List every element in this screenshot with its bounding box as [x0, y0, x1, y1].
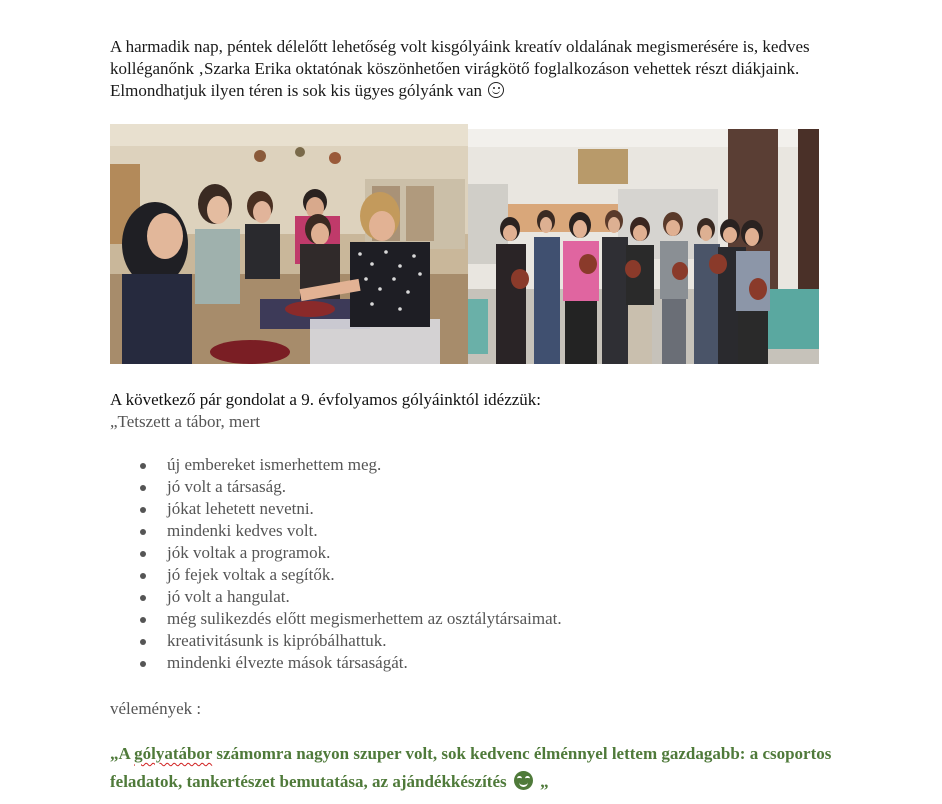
list-item: mindenki kedves volt.	[140, 520, 562, 542]
list-item: még sulikezdés előtt megismerhettem az osztálytársaimat.	[140, 608, 562, 630]
intro-paragraph	[110, 36, 840, 102]
list-item: jó volt a társaság.	[140, 476, 562, 498]
quote-start: „A	[110, 744, 135, 763]
list-item: kreativitásunk is kipróbálhattuk.	[140, 630, 562, 652]
list-item: új embereket ismerhettem meg.	[140, 454, 562, 476]
green-smiley-icon	[514, 771, 533, 790]
quotes-heading: A következő pár gondolat a 9. évfolyamos gólyáinktól idézzük:	[110, 390, 542, 409]
group-photo	[468, 129, 819, 364]
reasons-list	[140, 454, 562, 674]
intro-text: A harmadik nap, péntek délelőtt lehetőség volt kisgólyáink kreatív oldalának megismerésére is, kedves kolléganőnk ‚Szarka Erika oktatónak köszönhetően virágkötő foglalkozáson vehettek részt diákjaink. Elmondhatjuk ilyen téren is sok kis ügyes gólyánk van	[110, 37, 810, 100]
list-item: jók voltak a programok.	[140, 542, 562, 564]
list-item: jó fejek voltak a segítők.	[140, 564, 562, 586]
spellcheck-word: gólyatábor	[134, 744, 213, 763]
smiley-icon	[488, 82, 504, 98]
student-quote	[110, 740, 870, 796]
workshop-photo	[110, 124, 468, 364]
list-item: mindenki élvezte mások társaságát.	[140, 652, 562, 674]
list-item: jókat lehetett nevetni.	[140, 498, 562, 520]
quote-close: „	[535, 772, 549, 791]
quote-body: számomra nagyon szuper volt, sok kedvenc élménnyel lettem gazdagabb: a csoportos feladatok, tankertészet bemutatása, az ajándékkészítés	[110, 744, 832, 791]
opinions-label: vélemények :	[110, 699, 202, 718]
quote-opening: „Tetszett a tábor, mert	[110, 412, 261, 431]
list-item: jó volt a hangulat.	[140, 586, 562, 608]
